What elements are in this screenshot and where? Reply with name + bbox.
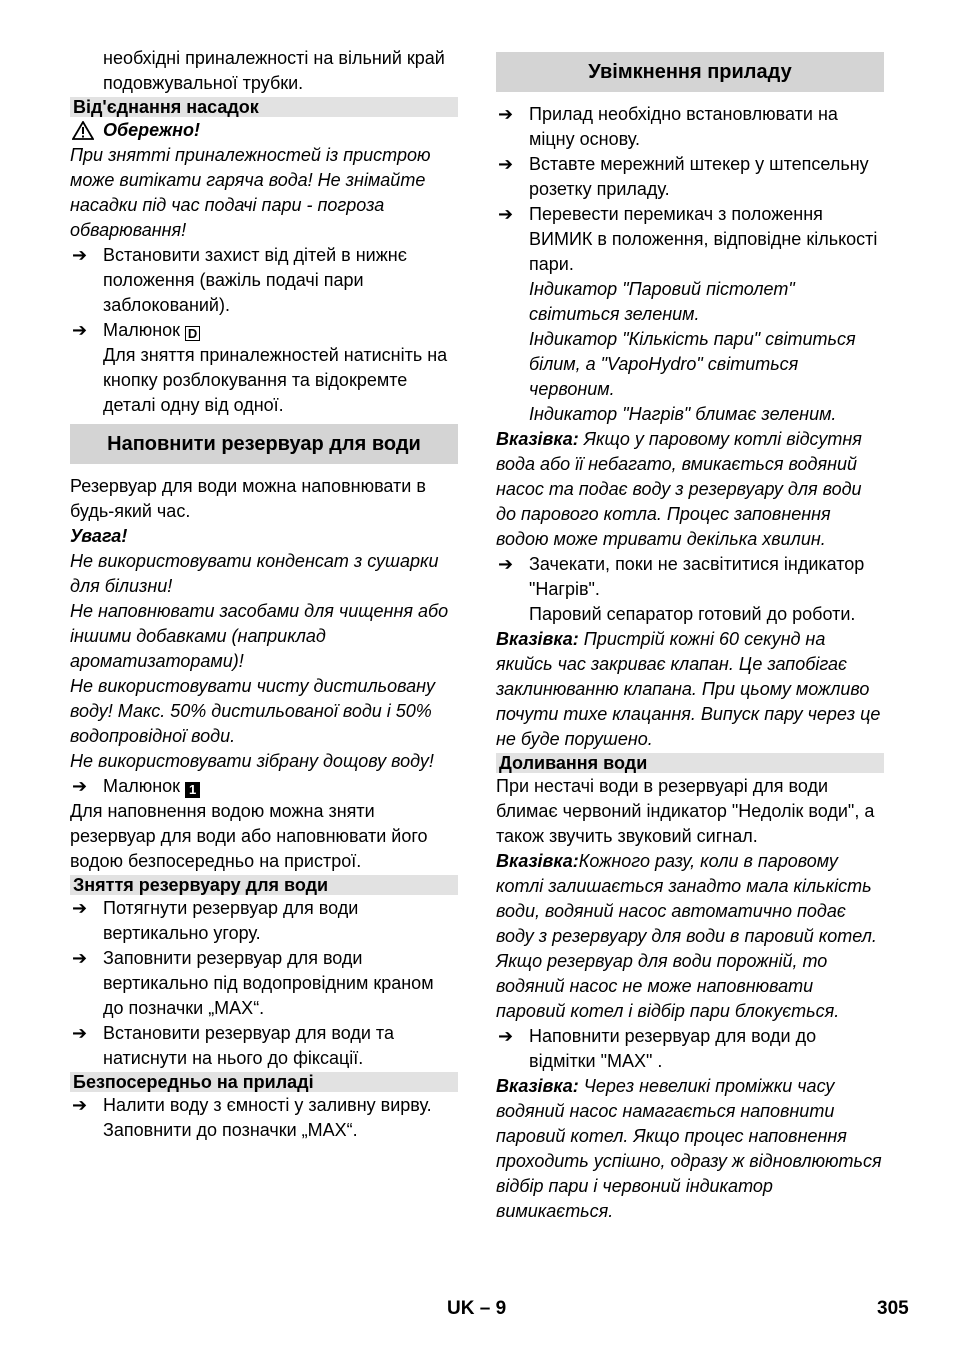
note-label: Вказівка: xyxy=(496,851,579,871)
step-text: відмітки "MAX" . xyxy=(529,1051,663,1071)
step-text: положення (важіль подачі пари xyxy=(103,270,364,290)
note-line: Вказівка:Кожного разу, коли в паровому xyxy=(496,851,838,871)
left-column xyxy=(70,46,458,1143)
right-arrow-icon: ➔ xyxy=(498,554,514,574)
body-text: Для наповнення водою можна зняти xyxy=(70,801,375,821)
step-text: кнопку розблокування та відокремте xyxy=(103,370,408,390)
step-text: "Нагрів". xyxy=(529,579,600,599)
note-text: проходить успішно, одразу ж відновлюються xyxy=(496,1151,882,1171)
note-text: паровий котел. Якщо процес наповнення xyxy=(496,1126,847,1146)
right-column xyxy=(496,46,884,1224)
note-text: насос та подає воду з резервуару для води xyxy=(496,479,862,499)
note-text: Якщо резервуар для води порожній, то xyxy=(496,951,828,971)
body-text: Резервуар для води можна наповнювати в xyxy=(70,476,426,496)
page-number: 305 xyxy=(877,1298,909,1319)
indicator-note: білим, а "VapoHydro" світиться xyxy=(529,354,799,374)
note-label: Вказівка: xyxy=(496,629,579,649)
note-text: паровий котел і відбір пари блокується. xyxy=(496,1001,840,1021)
footer-section-label: UK – 9 xyxy=(447,1298,507,1319)
note-text: Не наповнювати засобами для чищення або xyxy=(70,601,449,621)
warning-text: обварювання! xyxy=(70,220,187,240)
note-text: водяний насос не може наповнювати xyxy=(496,976,814,996)
note-text: водою може тривати декілька хвилин. xyxy=(496,529,826,549)
step-text: Для зняття приналежностей натисніть на xyxy=(103,345,448,365)
note-text: почути тихе клацання. Випуск пару через це xyxy=(496,704,881,724)
subheading-detach: Від'єднання насадок xyxy=(70,97,458,117)
indicator-note: Індикатор "Кількість пари" світиться xyxy=(529,329,856,349)
warning-text: насадки під час подачі пари - погроза xyxy=(70,195,385,215)
note-label: Вказівка: xyxy=(496,429,579,449)
right-arrow-icon: ➔ xyxy=(498,204,514,224)
step-text: натиснути на нього до фіксації. xyxy=(103,1048,364,1068)
step-text: Заповнити до позначки „MAX“. xyxy=(103,1120,358,1140)
figure-reference: ➔ Малюнок 1 xyxy=(70,774,458,799)
note-text: до парового котла. Процес заповнення xyxy=(496,504,831,524)
step-item: ➔ Наповнити резервуар для води до xyxy=(496,1024,884,1049)
right-arrow-icon: ➔ xyxy=(498,154,514,174)
figure-box: 1 xyxy=(185,782,200,798)
note-text: ароматизаторами)! xyxy=(70,651,244,671)
step-item: ➔ Зачекати, поки не засвітитися індикатор xyxy=(496,552,884,577)
note-text: не буде порушено. xyxy=(496,729,653,749)
body-text: блимає червоний індикатор "Недолік води", а xyxy=(496,801,875,821)
body-text: При нестачі води в резервуарі для води xyxy=(496,776,829,796)
figure-reference: ➔ Малюнок D xyxy=(70,318,458,343)
section-fill-tank: Наповнити резервуар для води xyxy=(70,424,458,464)
step-text: розетку приладу. xyxy=(529,179,670,199)
note-line: Вказівка: Якщо у паровому котлі відсутня xyxy=(496,429,862,449)
warning-text: При знятті приналежностей із пристрою xyxy=(70,145,431,165)
note-text: воду з резервуару для води в паровий котел. xyxy=(496,926,877,946)
body-text: водою безпосередньо на пристрої. xyxy=(70,851,362,871)
step-text: деталі одну від одної. xyxy=(103,395,284,415)
note-text: воду! Макс. 50% дистильованої води і 50% xyxy=(70,701,432,721)
indicator-note: світиться зеленим. xyxy=(529,304,700,324)
right-arrow-icon: ➔ xyxy=(72,776,88,796)
right-arrow-icon: ➔ xyxy=(72,1023,88,1043)
note-text: Не використовувати конденсат з сушарки xyxy=(70,551,439,571)
body-text: резервуар для води або наповнювати його xyxy=(70,826,428,846)
note-line: Вказівка: Пристрій кожні 60 секунд на xyxy=(496,629,826,649)
step-text: Паровий сепаратор готовий до роботи. xyxy=(529,604,856,624)
note-text: заклинюванню клапана. При цьому можливо xyxy=(496,679,870,699)
step-item: ➔ Потягнути резервуар для води xyxy=(70,896,458,921)
caution-label: Обережно! xyxy=(103,120,201,140)
note-line: Вказівка: Через невеликі проміжки часу xyxy=(496,1076,835,1096)
right-arrow-icon: ➔ xyxy=(72,245,88,265)
step-item: ➔ Встановити захист від дітей в нижнє xyxy=(70,243,458,268)
section-switch-on: Увімкнення приладу xyxy=(496,52,884,92)
step-text: до позначки „MAX“. xyxy=(103,998,265,1018)
step-item: ➔ Перевести перемикач з положення xyxy=(496,202,884,227)
note-text: водопровідної води. xyxy=(70,726,236,746)
step-text: ВИМИК в положення, відповідне кількості xyxy=(529,229,878,249)
note-text: Не використовувати зібрану дощову воду! xyxy=(70,751,434,771)
step-text: вертикально угору. xyxy=(103,923,261,943)
subheading-refill: Доливання води xyxy=(496,753,884,773)
note-label: Вказівка: xyxy=(496,1076,579,1096)
note-text: Не використовувати чисту дистильовану xyxy=(70,676,436,696)
step-text: пари. xyxy=(529,254,574,274)
warning-triangle-icon xyxy=(72,121,94,140)
figure-box: D xyxy=(185,326,200,341)
step-item: ➔ Заповнити резервуар для води xyxy=(70,946,458,971)
subheading-remove-tank: Зняття резервуару для води xyxy=(70,875,458,895)
warning-text: може витікати гаряча вода! Не знімайте xyxy=(70,170,426,190)
note-text: вимикається. xyxy=(496,1201,614,1221)
right-arrow-icon: ➔ xyxy=(498,104,514,124)
step-text: міцну основу. xyxy=(529,129,640,149)
body-text: будь-який час. xyxy=(70,501,191,521)
step-item: ➔ Прилад необхідно встановлювати на xyxy=(496,102,884,127)
intro-line: подовжувальної трубки. xyxy=(103,73,304,93)
right-arrow-icon: ➔ xyxy=(72,898,88,918)
note-text: котлі залишається занадто мала кількість xyxy=(496,876,872,896)
step-text: вертикально під водопровідним краном xyxy=(103,973,434,993)
right-arrow-icon: ➔ xyxy=(498,1026,514,1046)
note-text: відбір пари і червоний індикатор xyxy=(496,1176,773,1196)
body-text: також звучить звуковий сигнал. xyxy=(496,826,758,846)
right-arrow-icon: ➔ xyxy=(72,320,88,340)
note-text: водяний насос намагається наповнити xyxy=(496,1101,835,1121)
note-text: вода або її небагато, вмикається водяний xyxy=(496,454,858,474)
indicator-note: Індикатор "Паровий пістолет" xyxy=(529,279,795,299)
note-text: для білизни! xyxy=(70,576,173,596)
right-arrow-icon: ➔ xyxy=(72,1095,88,1115)
step-item: ➔ Вставте мережний штекер у штепсельну xyxy=(496,152,884,177)
step-text: заблокований). xyxy=(103,295,230,315)
indicator-note: червоним. xyxy=(529,379,615,399)
caution-heading xyxy=(70,118,458,143)
attention-label: Увага! xyxy=(70,526,128,546)
note-text: іншими добавками (наприклад xyxy=(70,626,326,646)
note-text: якийсь час закриває клапан. Це запобігає xyxy=(496,654,847,674)
note-text: води, водяний насос автоматично подає xyxy=(496,901,846,921)
indicator-note: Індикатор "Нагрів" блимає зеленим. xyxy=(529,404,837,424)
intro-line: необхідні приналежності на вільний край xyxy=(103,48,445,68)
subheading-direct-fill: Безпосередньо на приладі xyxy=(70,1072,458,1092)
step-item: ➔ Налити воду з ємності у заливну вирву. xyxy=(70,1093,458,1118)
right-arrow-icon: ➔ xyxy=(72,948,88,968)
step-item: ➔ Встановити резервуар для води та xyxy=(70,1021,458,1046)
